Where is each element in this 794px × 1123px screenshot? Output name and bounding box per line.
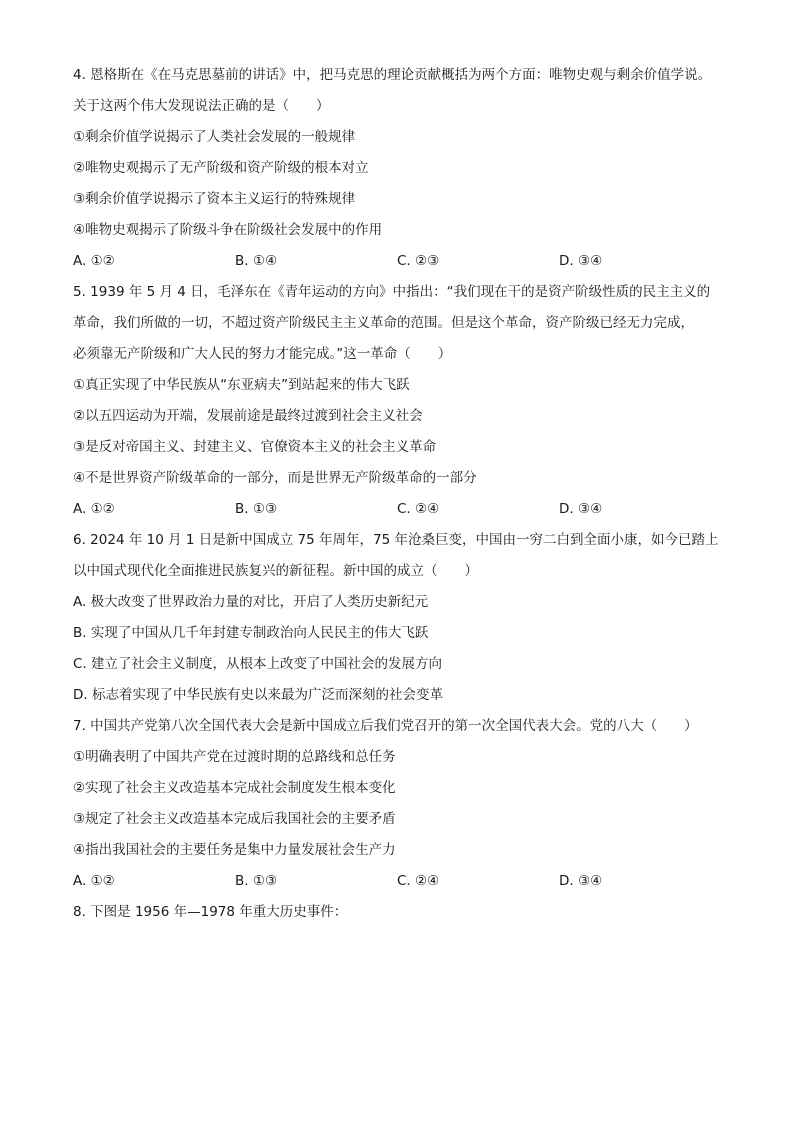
question-stem: 6. 2024 年 10 月 1 日是新中国成立 75 年周年，75 年沧桑巨变，中国由一穷二白到全面小康，如今已踏上 [73, 532, 719, 548]
option-b[interactable]: B. ①③ [235, 501, 278, 517]
statement-item: ①明确表明了中国共产党在过渡时期的总路线和总任务 [73, 749, 396, 765]
question-7 [73, 711, 743, 897]
question-stem: 8. 下图是 1956 年—1978 年重大历史事件： [73, 904, 348, 920]
statement-item: ④不是世界资产阶级革命的一部分，而是世界无产阶级革命的一部分 [73, 470, 477, 486]
question-4 [73, 60, 743, 277]
question-stem: 必须靠无产阶级和广大人民的努力才能完成。”这一革命（ ） [73, 346, 452, 362]
option-a[interactable]: A. 极大改变了世界政治力量的对比，开启了人类历史新纪元 [73, 594, 429, 610]
answer-options [73, 246, 743, 277]
option-a[interactable]: A. ①② [73, 873, 115, 889]
option-d[interactable]: D. 标志着实现了中华民族有史以来最为广泛而深刻的社会变革 [73, 687, 443, 703]
option-c[interactable]: C. ②④ [397, 501, 440, 517]
exam-page [73, 60, 743, 928]
statement-item: ①剩余价值学说揭示了人类社会发展的一般规律 [73, 129, 356, 145]
statement-item: ②实现了社会主义改造基本完成社会制度发生根本变化 [73, 780, 396, 796]
option-d[interactable]: D. ③④ [559, 873, 603, 889]
question-5 [73, 277, 743, 525]
option-a[interactable]: A. ①② [73, 253, 115, 269]
statement-item: ③剩余价值学说揭示了资本主义运行的特殊规律 [73, 191, 356, 207]
statement-item: ③是反对帝国主义、封建主义、官僚资本主义的社会主义革命 [73, 439, 437, 455]
question-6 [73, 525, 743, 711]
statement-item: ④指出我国社会的主要任务是集中力量发展社会生产力 [73, 842, 396, 858]
statement-item: ③规定了社会主义改造基本完成后我国社会的主要矛盾 [73, 811, 396, 827]
answer-options [73, 866, 743, 897]
question-stem: 4. 恩格斯在《在马克思墓前的讲话》中，把马克思的理论贡献概括为两个方面：唯物史观与剩余价值学说。 [73, 67, 712, 83]
option-a[interactable]: A. ①② [73, 501, 115, 517]
statement-item: ④唯物史观揭示了阶级斗争在阶级社会发展中的作用 [73, 222, 383, 238]
question-stem: 关于这两个伟大发现说法正确的是（ ） [73, 98, 330, 114]
option-c[interactable]: C. ②③ [397, 253, 440, 269]
option-c[interactable]: C. ②④ [397, 873, 440, 889]
option-b[interactable]: B. ①④ [235, 253, 278, 269]
option-d[interactable]: D. ③④ [559, 501, 603, 517]
statement-item: ②以五四运动为开端，发展前途是最终过渡到社会主义社会 [73, 408, 423, 424]
option-b[interactable]: B. 实现了中国从几千年封建专制政治向人民民主的伟大飞跃 [73, 625, 429, 641]
question-stem: 革命，我们所做的一切，不超过资产阶级民主主义革命的范围。但是这个革命，资产阶级已经无力完成， [73, 315, 694, 331]
option-c[interactable]: C. 建立了社会主义制度，从根本上改变了中国社会的发展方向 [73, 656, 443, 672]
question-stem: 以中国式现代化全面推进民族复兴的新征程。新中国的成立（ ） [73, 563, 478, 579]
answer-options [73, 494, 743, 525]
question-8 [73, 897, 743, 928]
statement-item: ①真正实现了中华民族从“东亚病夫”到站起来的伟大飞跃 [73, 377, 410, 393]
statement-item: ②唯物史观揭示了无产阶级和资产阶级的根本对立 [73, 160, 369, 176]
question-stem: 7. 中国共产党第八次全国代表大会是新中国成立后我们党召开的第一次全国代表大会。党的八大（ ） [73, 718, 698, 734]
option-b[interactable]: B. ①③ [235, 873, 278, 889]
option-d[interactable]: D. ③④ [559, 253, 603, 269]
question-stem: 5. 1939 年 5 月 4 日，毛泽东在《青年运动的方向》中指出：“我们现在干的是资产阶级性质的民主主义的 [73, 284, 711, 300]
